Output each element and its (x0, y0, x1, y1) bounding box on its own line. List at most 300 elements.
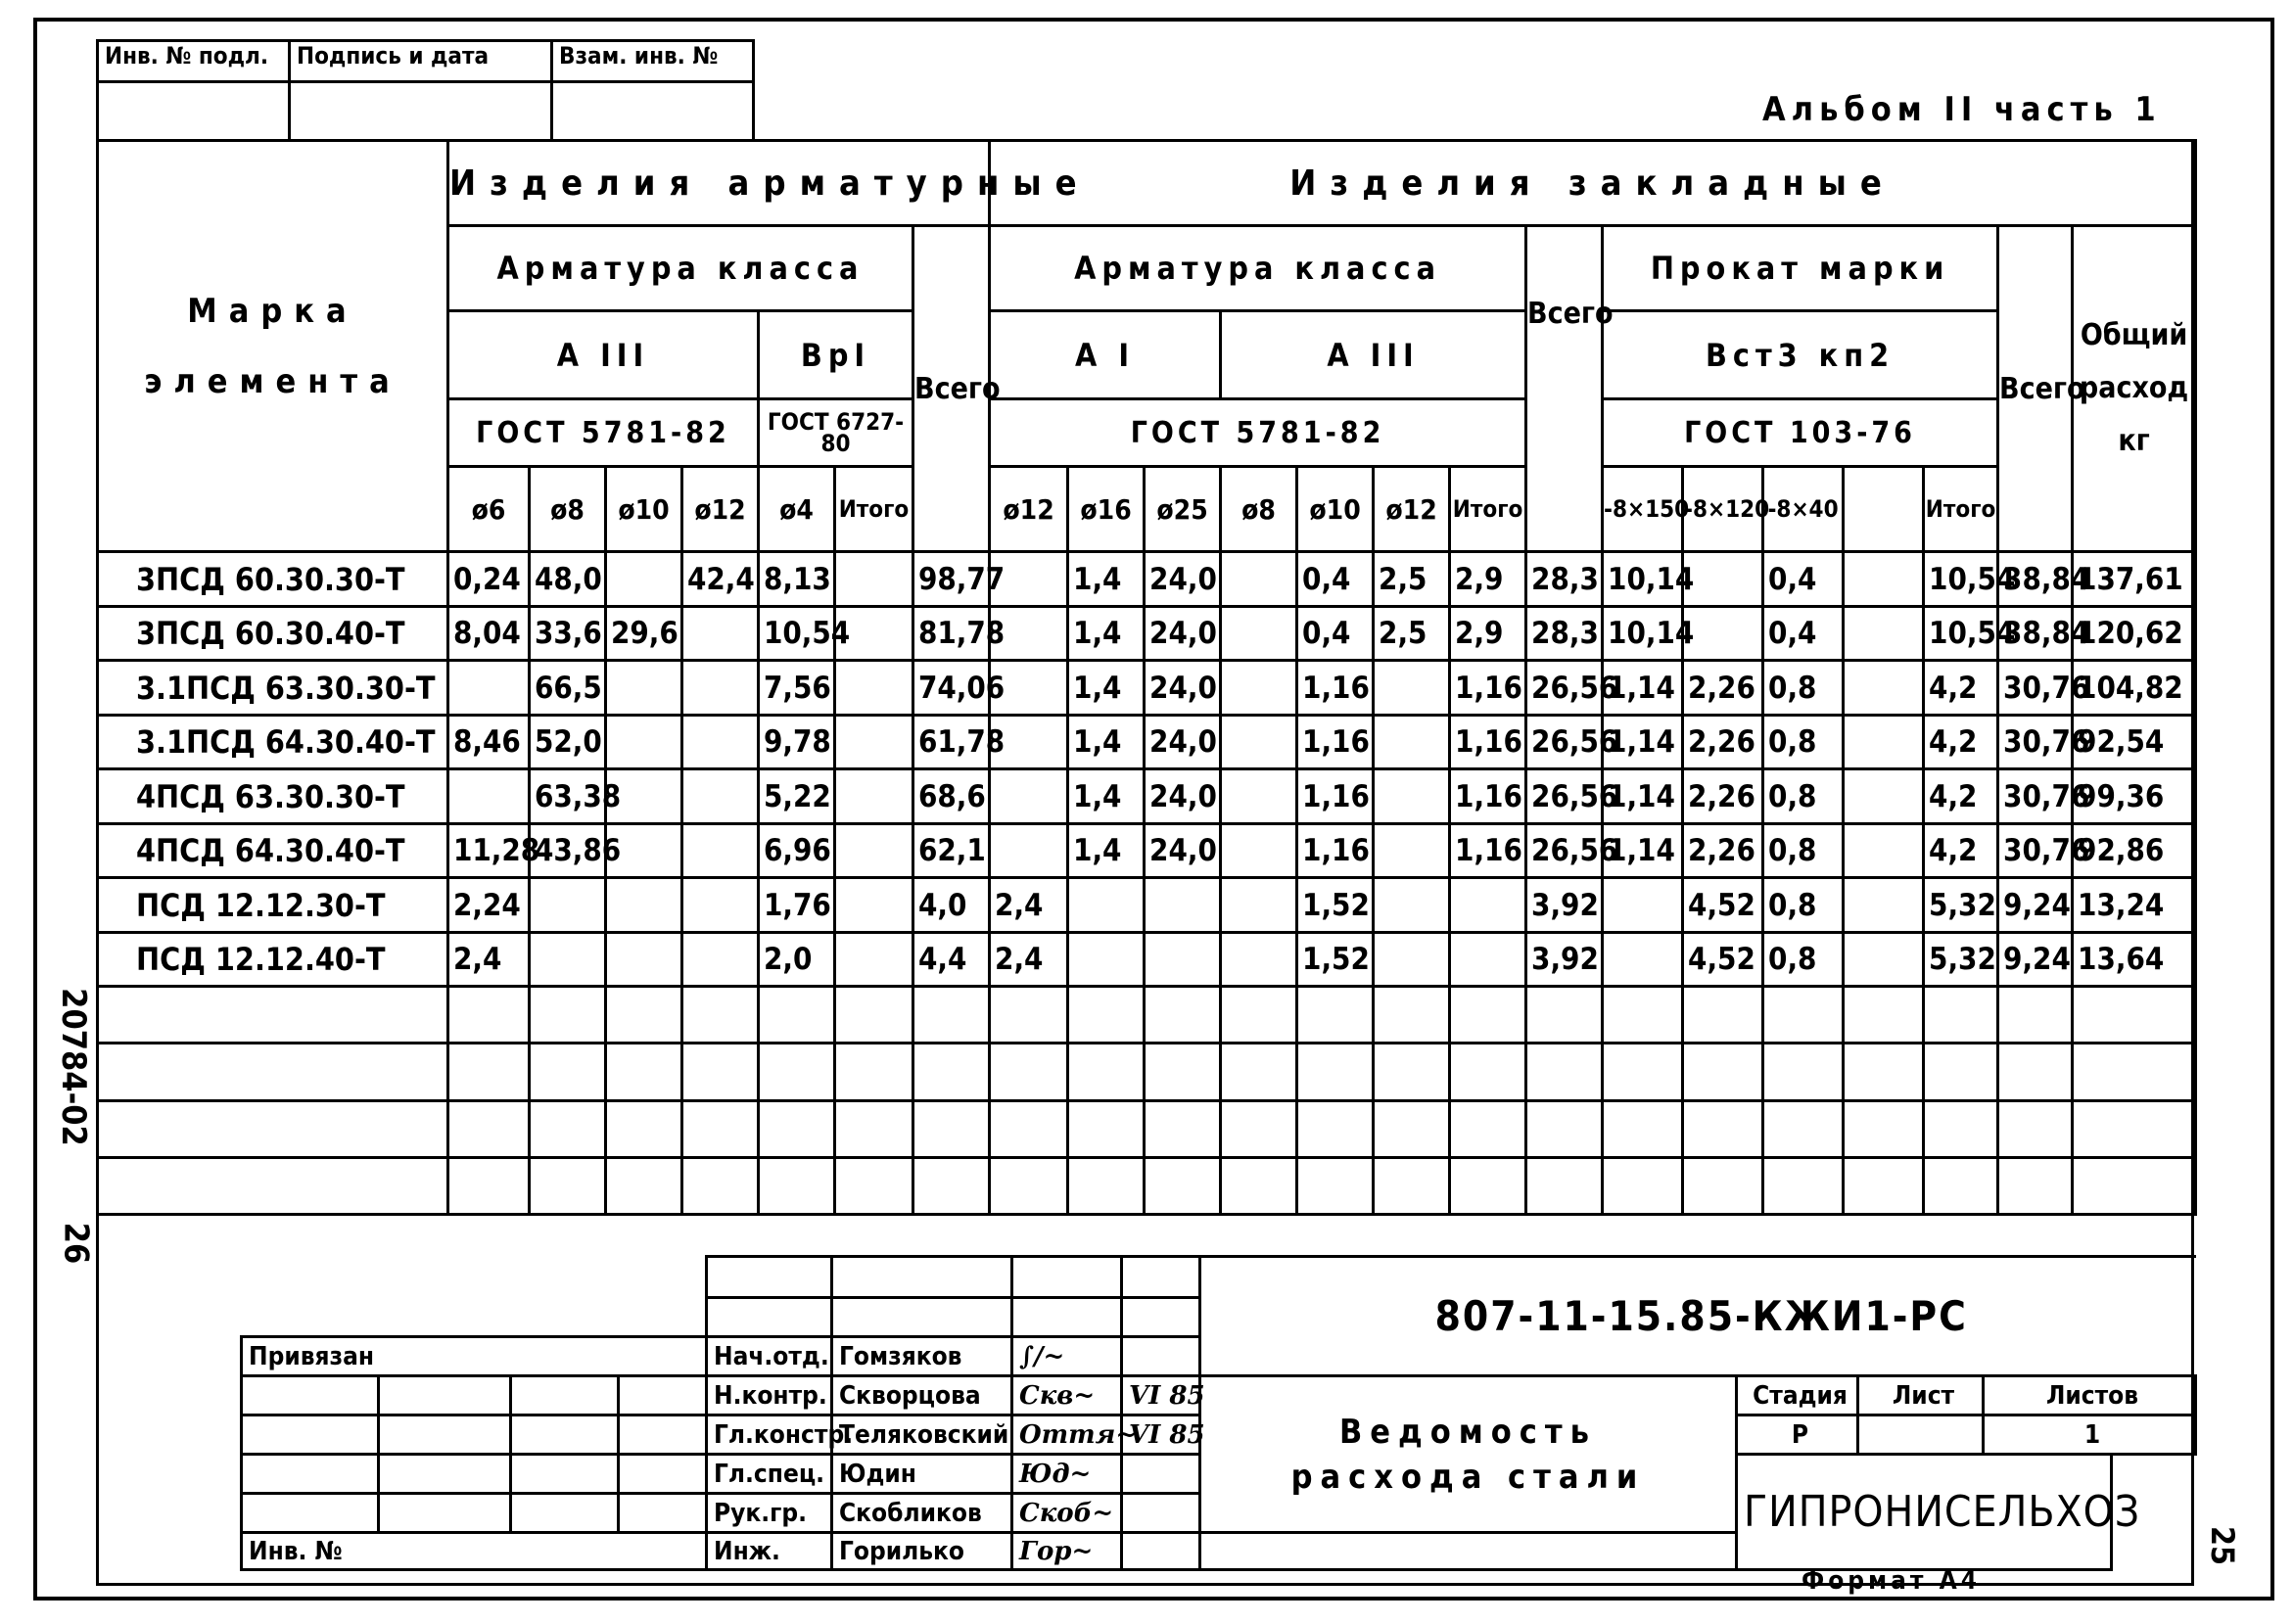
table-cell: 74,06 (913, 661, 990, 716)
empty-cell (759, 1157, 835, 1214)
subheader-c-2: -8×40 (1763, 467, 1844, 552)
table-cell (1068, 878, 1145, 933)
empty-cell (1763, 1157, 1844, 1214)
element-mark: ПСД 12.12.40-Т (98, 932, 448, 987)
table-cell: 1,16 (1297, 661, 1374, 716)
empty-cell (1297, 987, 1374, 1044)
empty-cell (682, 1100, 759, 1157)
empty-cell (1998, 1100, 2073, 1157)
empty-cell (448, 1157, 530, 1214)
table-cell (1145, 932, 1221, 987)
sheet-title: Ведомость расхода стали (1200, 1376, 1737, 1533)
inventory-box (96, 39, 755, 142)
replace-inv-label: Взам. инв. № (552, 41, 754, 82)
table-cell (1844, 552, 1924, 607)
table-cell (606, 715, 682, 769)
table-cell: 0,4 (1297, 552, 1374, 607)
page-number: 25 (2204, 1525, 2242, 1566)
stamp-empty (242, 1376, 379, 1415)
empty-cell (530, 1157, 606, 1214)
empty-cell (1924, 1044, 1998, 1100)
table-cell: 48,0 (530, 552, 606, 607)
stage-value: Р (1737, 1415, 1858, 1455)
empty-cell (913, 1100, 990, 1157)
table-cell: 1,4 (1068, 661, 1145, 716)
role-3: Гл.спец. (707, 1455, 832, 1494)
embedded-products-header: Изделия закладные (990, 141, 2196, 226)
sheets-label: Листов (1984, 1376, 2196, 1415)
table-cell (835, 823, 913, 878)
table-cell (1844, 715, 1924, 769)
stamp-empty (619, 1455, 707, 1494)
date-5 (1122, 1533, 1200, 1570)
table-cell (1603, 878, 1683, 933)
empty-cell (1526, 1100, 1603, 1157)
table-cell: 61,78 (913, 715, 990, 769)
empty-cell (1374, 1157, 1450, 1214)
gost-5781-header: ГОСТ 5781-82 (448, 399, 759, 467)
table-cell: 5,32 (1924, 878, 1998, 933)
steel-consumption-table (96, 139, 2197, 1216)
table-cell: 9,78 (759, 715, 835, 769)
table-cell (1844, 661, 1924, 716)
empty-cell (1844, 987, 1924, 1044)
signature-5: Гор~ (1012, 1533, 1122, 1570)
empty-cell (1844, 1044, 1924, 1100)
table-cell: 2,5 (1374, 552, 1450, 607)
table-cell: 28,3 (1526, 606, 1603, 661)
empty-cell (606, 1044, 682, 1100)
date-4 (1122, 1494, 1200, 1533)
table-cell (1450, 932, 1526, 987)
table-cell (1450, 878, 1526, 933)
empty-cell (1998, 1044, 2073, 1100)
class-a3b-header: А III (1221, 311, 1526, 399)
stamp-empty (379, 1455, 511, 1494)
vst3-header: Вст3 кп2 (1603, 311, 1998, 399)
empty-cell (2073, 1044, 2196, 1100)
table-cell (448, 769, 530, 824)
empty-cell (1683, 987, 1763, 1044)
table-cell: 137,61 (2073, 552, 2196, 607)
empty-cell (1683, 1157, 1763, 1214)
table-cell: 6,96 (759, 823, 835, 878)
subheader-c-4: Итого (1924, 467, 1998, 552)
class-vr1-header: ВрI (759, 311, 913, 399)
empty-cell (1450, 1157, 1526, 1214)
empty-cell (1763, 1044, 1844, 1100)
empty-cell (1526, 987, 1603, 1044)
subheader-c-3 (1844, 467, 1924, 552)
table-cell (1374, 878, 1450, 933)
stamp-empty (619, 1376, 707, 1415)
subheader-b-6: Итого (1450, 467, 1526, 552)
table-cell (682, 823, 759, 878)
empty-cell (1374, 987, 1450, 1044)
table-cell: 38,84 (1998, 552, 2073, 607)
album-label: Альбом II часть 1 (1762, 90, 2162, 129)
side-number: 20784-02 (54, 988, 93, 1146)
empty-cell (1297, 1044, 1374, 1100)
subheader-c-0: -8×150 (1603, 467, 1683, 552)
table-row (98, 823, 2196, 878)
empty-cell (2073, 1157, 2196, 1214)
table-cell (1221, 552, 1297, 607)
table-cell: 30,76 (1998, 661, 2073, 716)
empty-cell (835, 1044, 913, 1100)
table-cell (990, 769, 1068, 824)
table-cell: 63,38 (530, 769, 606, 824)
table-cell: 24,0 (1145, 769, 1221, 824)
empty-cell (1145, 1044, 1221, 1100)
subheader-b-1: ø16 (1068, 467, 1145, 552)
table-cell: 8,04 (448, 606, 530, 661)
table-cell: 1,16 (1450, 661, 1526, 716)
empty-cell (1297, 1100, 1374, 1157)
table-cell (1374, 823, 1450, 878)
table-cell: 92,86 (2073, 823, 2196, 878)
table-cell: 4,52 (1683, 878, 1763, 933)
table-cell (606, 932, 682, 987)
table-cell (835, 769, 913, 824)
subheader-a-4: ø4 (759, 467, 835, 552)
table-cell: 0,8 (1763, 932, 1844, 987)
stamp-empty (511, 1494, 619, 1533)
empty-cell (1844, 1100, 1924, 1157)
table-cell (1603, 932, 1683, 987)
empty-row (98, 1157, 2196, 1214)
table-cell: 0,4 (1763, 552, 1844, 607)
empty-cell (835, 1157, 913, 1214)
table-cell: 10,54 (1924, 552, 1998, 607)
signature-date-value (290, 82, 552, 141)
table-cell: 8,46 (448, 715, 530, 769)
empty-cell (1998, 1157, 2073, 1214)
subheader-a-5: Итого (835, 467, 913, 552)
table-cell: 2,9 (1450, 552, 1526, 607)
empty-cell (98, 1044, 448, 1100)
rolled-brand-header: Прокат марки (1603, 226, 1998, 311)
empty-cell (1763, 987, 1844, 1044)
empty-cell (98, 1157, 448, 1214)
role-0: Нач.отд. (707, 1337, 832, 1376)
table-cell: 2,4 (990, 878, 1068, 933)
subheader-a-2: ø10 (606, 467, 682, 552)
element-mark: 3.1ПСД 64.30.40-Т (98, 715, 448, 769)
gost-5781b-header: ГОСТ 5781-82 (990, 399, 1526, 467)
empty-cell (835, 1100, 913, 1157)
empty-cell (2073, 1100, 2196, 1157)
stamp-empty (511, 1455, 619, 1494)
empty-cell (1603, 987, 1683, 1044)
empty-cell (1526, 1157, 1603, 1214)
empty-cell (990, 1044, 1068, 1100)
table-cell: 2,24 (448, 878, 530, 933)
empty-cell (1844, 1157, 1924, 1214)
stamp-empty (242, 1455, 379, 1494)
empty-cell (1526, 1044, 1603, 1100)
empty-cell (1998, 987, 2073, 1044)
table-cell: 1,4 (1068, 606, 1145, 661)
side-page-number: 26 (56, 1222, 96, 1265)
empty-cell (448, 1100, 530, 1157)
element-mark: 3ПСД 60.30.30-Т (98, 552, 448, 607)
name-0: Гомзяков (832, 1337, 1012, 1376)
table-cell: 52,0 (530, 715, 606, 769)
stamp-empty (511, 1415, 619, 1455)
stamp-empty (242, 1494, 379, 1533)
date-1: VI 85 (1122, 1376, 1200, 1415)
empty-cell (913, 987, 990, 1044)
armature-products-header: Изделия арматурные (448, 141, 990, 226)
empty-cell (913, 1044, 990, 1100)
armature-class-header-2: Арматура класса (990, 226, 1526, 311)
table-cell: 33,6 (530, 606, 606, 661)
table-cell: 0,8 (1763, 661, 1844, 716)
table-cell: 30,76 (1998, 715, 2073, 769)
inv-no-stamp: Инв. № (242, 1533, 707, 1570)
stamp-empty (1200, 1533, 1737, 1570)
stamp-empty (619, 1415, 707, 1455)
empty-cell (682, 987, 759, 1044)
table-cell: 68,6 (913, 769, 990, 824)
empty-cell (530, 1100, 606, 1157)
empty-cell (1924, 1100, 1998, 1157)
table-cell: 42,4 (682, 552, 759, 607)
table-cell (682, 606, 759, 661)
table-cell: 2,5 (1374, 606, 1450, 661)
table-cell: 3,92 (1526, 878, 1603, 933)
drawing-code: 807-11-15.85-КЖИ1-РС (1200, 1257, 2196, 1376)
table-cell: 30,76 (1998, 769, 2073, 824)
table-cell: 1,4 (1068, 769, 1145, 824)
table-cell: 13,64 (2073, 932, 2196, 987)
stamp-cell (832, 1298, 1012, 1337)
table-cell: 13,24 (2073, 878, 2196, 933)
subheader-a-3: ø12 (682, 467, 759, 552)
stamp-cell (1012, 1298, 1122, 1337)
table-row (98, 878, 2196, 933)
empty-cell (1924, 987, 1998, 1044)
table-cell (835, 661, 913, 716)
empty-row (98, 1100, 2196, 1157)
table-cell (1844, 823, 1924, 878)
table-cell: 1,16 (1450, 769, 1526, 824)
table-cell: 9,24 (1998, 878, 2073, 933)
empty-cell (530, 1044, 606, 1100)
name-2: Теляковский (832, 1415, 1012, 1455)
table-cell: 1,52 (1297, 878, 1374, 933)
table-cell: 1,4 (1068, 715, 1145, 769)
table-cell: 1,16 (1297, 769, 1374, 824)
empty-cell (1450, 1044, 1526, 1100)
empty-cell (1221, 1044, 1297, 1100)
mark-header: Марка элемента (98, 141, 448, 552)
subheader-b-2: ø25 (1145, 467, 1221, 552)
table-cell: 62,1 (913, 823, 990, 878)
empty-cell (530, 987, 606, 1044)
empty-cell (1145, 1157, 1221, 1214)
armature-class-header: Арматура класса (448, 226, 913, 311)
element-mark: 4ПСД 63.30.30-Т (98, 769, 448, 824)
inv-no-value (98, 82, 290, 141)
table-cell: 26,56 (1526, 661, 1603, 716)
table-cell (606, 552, 682, 607)
table-cell: 26,56 (1526, 715, 1603, 769)
table-cell: 2,26 (1683, 769, 1763, 824)
empty-cell (990, 1100, 1068, 1157)
sheets-value: 1 (1984, 1415, 2196, 1455)
table-cell: 26,56 (1526, 769, 1603, 824)
table-row (98, 932, 2196, 987)
empty-cell (759, 1044, 835, 1100)
table-cell: 99,36 (2073, 769, 2196, 824)
empty-cell (1068, 1100, 1145, 1157)
date-2: VI 85 (1122, 1415, 1200, 1455)
table-cell: 4,2 (1924, 769, 1998, 824)
total-header-2-cont (1526, 399, 1603, 552)
table-cell (1221, 715, 1297, 769)
empty-cell (1221, 987, 1297, 1044)
format-label: Формат А4 (1802, 1566, 1981, 1596)
general-consumption-header: Общий расход кг (2073, 226, 2196, 552)
empty-cell (448, 987, 530, 1044)
empty-cell (913, 1157, 990, 1214)
total-header-1: Всего (913, 226, 990, 552)
table-cell: 10,14 (1603, 552, 1683, 607)
empty-cell (1603, 1100, 1683, 1157)
stamp-cell (707, 1257, 832, 1298)
table-cell: 1,76 (759, 878, 835, 933)
sheet-label: Лист (1858, 1376, 1984, 1415)
role-2: Гл.констр. (707, 1415, 832, 1455)
empty-cell (2073, 987, 2196, 1044)
empty-cell (835, 987, 913, 1044)
empty-cell (606, 1100, 682, 1157)
empty-cell (1683, 1044, 1763, 1100)
table-cell (835, 715, 913, 769)
table-cell: 8,13 (759, 552, 835, 607)
table-cell: 43,86 (530, 823, 606, 878)
table-cell (1221, 823, 1297, 878)
empty-row (98, 987, 2196, 1044)
table-cell (682, 769, 759, 824)
empty-cell (1683, 1100, 1763, 1157)
table-cell: 7,56 (759, 661, 835, 716)
table-cell: 1,16 (1450, 715, 1526, 769)
stage-label: Стадия (1737, 1376, 1858, 1415)
table-cell: 0,4 (1297, 606, 1374, 661)
table-cell: 24,0 (1145, 606, 1221, 661)
subheader-b-5: ø12 (1374, 467, 1450, 552)
table-cell: 66,5 (530, 661, 606, 716)
table-cell (835, 932, 913, 987)
table-cell: 10,54 (759, 606, 835, 661)
role-1: Н.контр. (707, 1376, 832, 1415)
empty-cell (1763, 1100, 1844, 1157)
empty-cell (1068, 987, 1145, 1044)
signature-date-label: Подпись и дата (290, 41, 552, 82)
table-cell (1221, 769, 1297, 824)
table-cell: 92,54 (2073, 715, 2196, 769)
date-0 (1122, 1337, 1200, 1376)
table-cell: 0,24 (448, 552, 530, 607)
table-cell (682, 932, 759, 987)
table-cell: 24,0 (1145, 715, 1221, 769)
empty-cell (1145, 987, 1221, 1044)
empty-cell (448, 1044, 530, 1100)
table-cell: 30,76 (1998, 823, 2073, 878)
signature-3: Юд~ (1012, 1455, 1122, 1494)
subheader-b-4: ø10 (1297, 467, 1374, 552)
table-row (98, 769, 2196, 824)
table-cell: 3,92 (1526, 932, 1603, 987)
stamp-empty (379, 1376, 511, 1415)
table-cell (448, 661, 530, 716)
table-row (98, 661, 2196, 716)
empty-cell (1221, 1100, 1297, 1157)
table-cell: 2,26 (1683, 661, 1763, 716)
empty-cell (1297, 1157, 1374, 1214)
gost-103-header: ГОСТ 103-76 (1603, 399, 1998, 467)
table-cell: 1,14 (1603, 823, 1683, 878)
table-cell: 1,52 (1297, 932, 1374, 987)
role-4: Рук.гр. (707, 1494, 832, 1533)
table-cell: 2,9 (1450, 606, 1526, 661)
table-cell (1221, 932, 1297, 987)
table-cell (682, 878, 759, 933)
table-cell: 0,8 (1763, 823, 1844, 878)
table-cell: 81,78 (913, 606, 990, 661)
table-cell: 29,6 (606, 606, 682, 661)
table-cell: 98,77 (913, 552, 990, 607)
table-cell: 104,82 (2073, 661, 2196, 716)
empty-cell (1450, 987, 1526, 1044)
table-cell: 0,8 (1763, 769, 1844, 824)
stamp-cell (832, 1257, 1012, 1298)
table-cell: 28,3 (1526, 552, 1603, 607)
subheader-a-1: ø8 (530, 467, 606, 552)
replace-inv-value (552, 82, 754, 141)
stamp-empty (242, 1415, 379, 1455)
name-1: Скворцова (832, 1376, 1012, 1415)
table-cell (682, 661, 759, 716)
role-5: Инж. (707, 1533, 832, 1570)
total-header-2: Всего (1526, 226, 1603, 399)
table-cell (1374, 769, 1450, 824)
table-cell: 10,14 (1603, 606, 1683, 661)
table-cell: 24,0 (1145, 552, 1221, 607)
empty-cell (759, 987, 835, 1044)
empty-cell (1924, 1157, 1998, 1214)
table-cell (682, 715, 759, 769)
subheader-a-0: ø6 (448, 467, 530, 552)
table-cell: 4,52 (1683, 932, 1763, 987)
subheader-b-3: ø8 (1221, 467, 1297, 552)
table-cell: 2,0 (759, 932, 835, 987)
table-cell: 0,8 (1763, 878, 1844, 933)
empty-cell (1068, 1157, 1145, 1214)
table-cell: 1,14 (1603, 715, 1683, 769)
table-cell: 0,8 (1763, 715, 1844, 769)
stamp-empty (619, 1494, 707, 1533)
name-4: Скобликов (832, 1494, 1012, 1533)
empty-cell (1603, 1044, 1683, 1100)
table-cell: 4,2 (1924, 715, 1998, 769)
table-cell (1844, 606, 1924, 661)
table-cell: 4,0 (913, 878, 990, 933)
table-cell (1145, 878, 1221, 933)
